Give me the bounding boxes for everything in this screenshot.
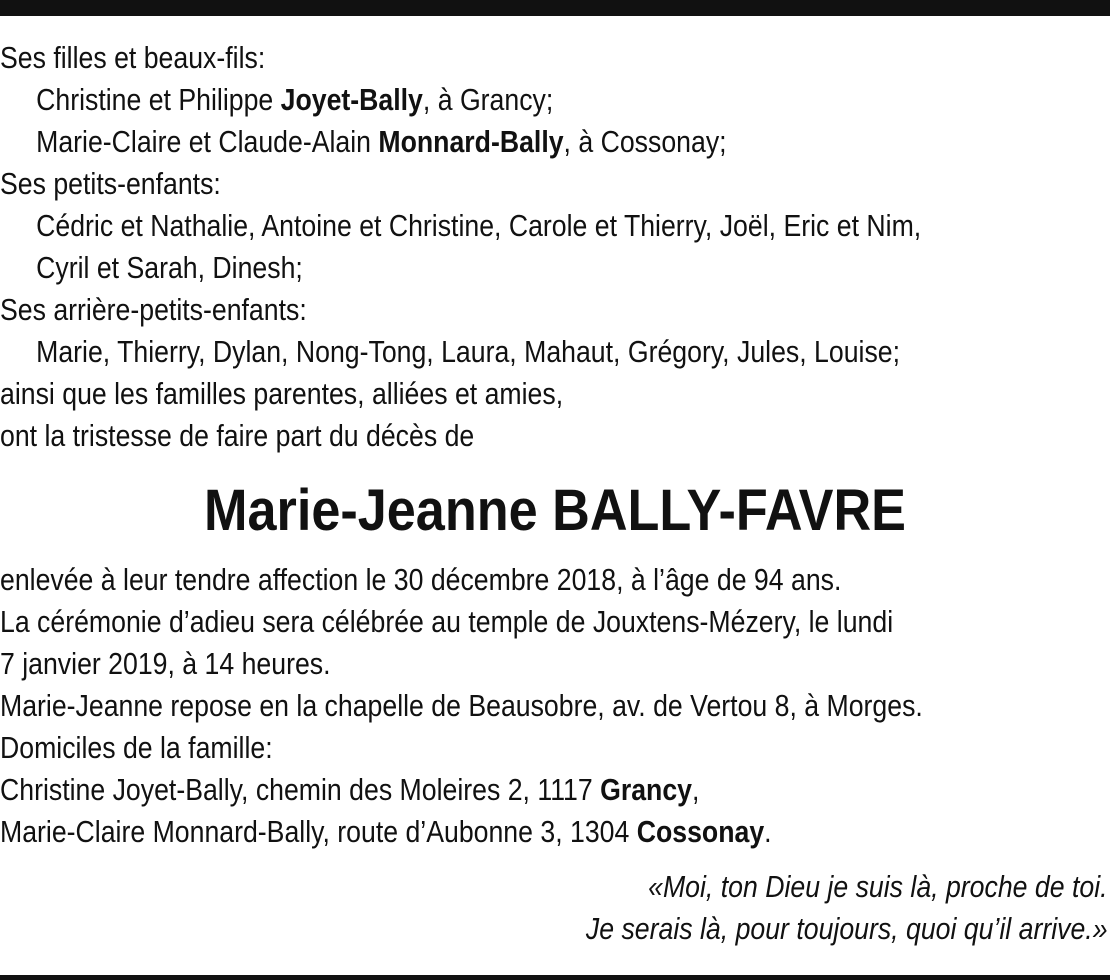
bottom-rule <box>0 975 1110 980</box>
notice-body <box>0 37 1110 853</box>
daughter1-text: Christine et Philippe <box>36 82 281 117</box>
address-line-2 <box>0 811 955 853</box>
rest-line: Marie-Jeanne repose en la chapelle de Beausobre, av. de Vertou 8, à Morges. <box>0 688 923 723</box>
domiciles-heading: Domiciles de la famille: <box>0 730 273 765</box>
daughter2-place: , à Cossonay; <box>563 124 727 159</box>
relatives-line: ainsi que les familles parentes, alliées et amies, <box>0 376 564 411</box>
closing-quote <box>501 866 1108 950</box>
address1-city: Grancy <box>600 772 693 807</box>
announce-line: ont la tristesse de faire part du décès de <box>0 418 475 453</box>
address1-text: Christine Joyet-Bally, chemin des Moleires 2, 1117 <box>0 772 601 807</box>
deceased-name: Marie-Jeanne BALLY-FAVRE <box>204 478 906 543</box>
ceremony-line-1: La cérémonie d’adieu sera célébrée au temple de Jouxtens-Mézery, le lundi <box>0 604 894 639</box>
ceremony-line-2: 7 janvier 2019, à 14 heures. <box>0 646 331 681</box>
daughters-heading: Ses filles et beaux-fils: <box>0 40 266 75</box>
address2-punct: . <box>764 814 772 849</box>
greatgrandchildren-heading: Ses arrière-petits-enfants: <box>0 292 307 327</box>
daughter2-text: Marie-Claire et Claude-Alain <box>36 124 379 159</box>
quote-line-2: Je serais là, pour toujours, quoi qu’il arrive.» <box>586 911 1108 946</box>
grandchildren-line-2: Cyril et Sarah, Dinesh; <box>36 250 303 285</box>
daughter-line-1 <box>0 79 955 121</box>
death-line: enlevée à leur tendre affection le 30 décembre 2018, à l’âge de 94 ans. <box>0 562 842 597</box>
daughter1-surname: Joyet-Bally <box>280 82 423 117</box>
greatgrandchildren-line: Marie, Thierry, Dylan, Nong-Tong, Laura, Mahaut, Grégory, Jules, Louise; <box>36 334 901 369</box>
daughter1-place: , à Grancy; <box>422 82 554 117</box>
address2-city: Cossonay <box>636 814 765 849</box>
address2-text: Marie-Claire Monnard-Bally, route d’Aubonne 3, 1304 <box>0 814 637 849</box>
address1-punct: , <box>692 772 700 807</box>
quote-line-1: «Moi, ton Dieu je suis là, proche de toi. <box>648 869 1108 904</box>
address-line-1 <box>0 769 955 811</box>
daughter2-surname: Monnard-Bally <box>378 124 564 159</box>
top-rule <box>0 0 1110 16</box>
grandchildren-heading: Ses petits-enfants: <box>0 166 221 201</box>
grandchildren-line-1: Cédric et Nathalie, Antoine et Christine, Carole et Thierry, Joël, Eric et Nim, <box>36 208 922 243</box>
daughter-line-2 <box>0 121 955 163</box>
